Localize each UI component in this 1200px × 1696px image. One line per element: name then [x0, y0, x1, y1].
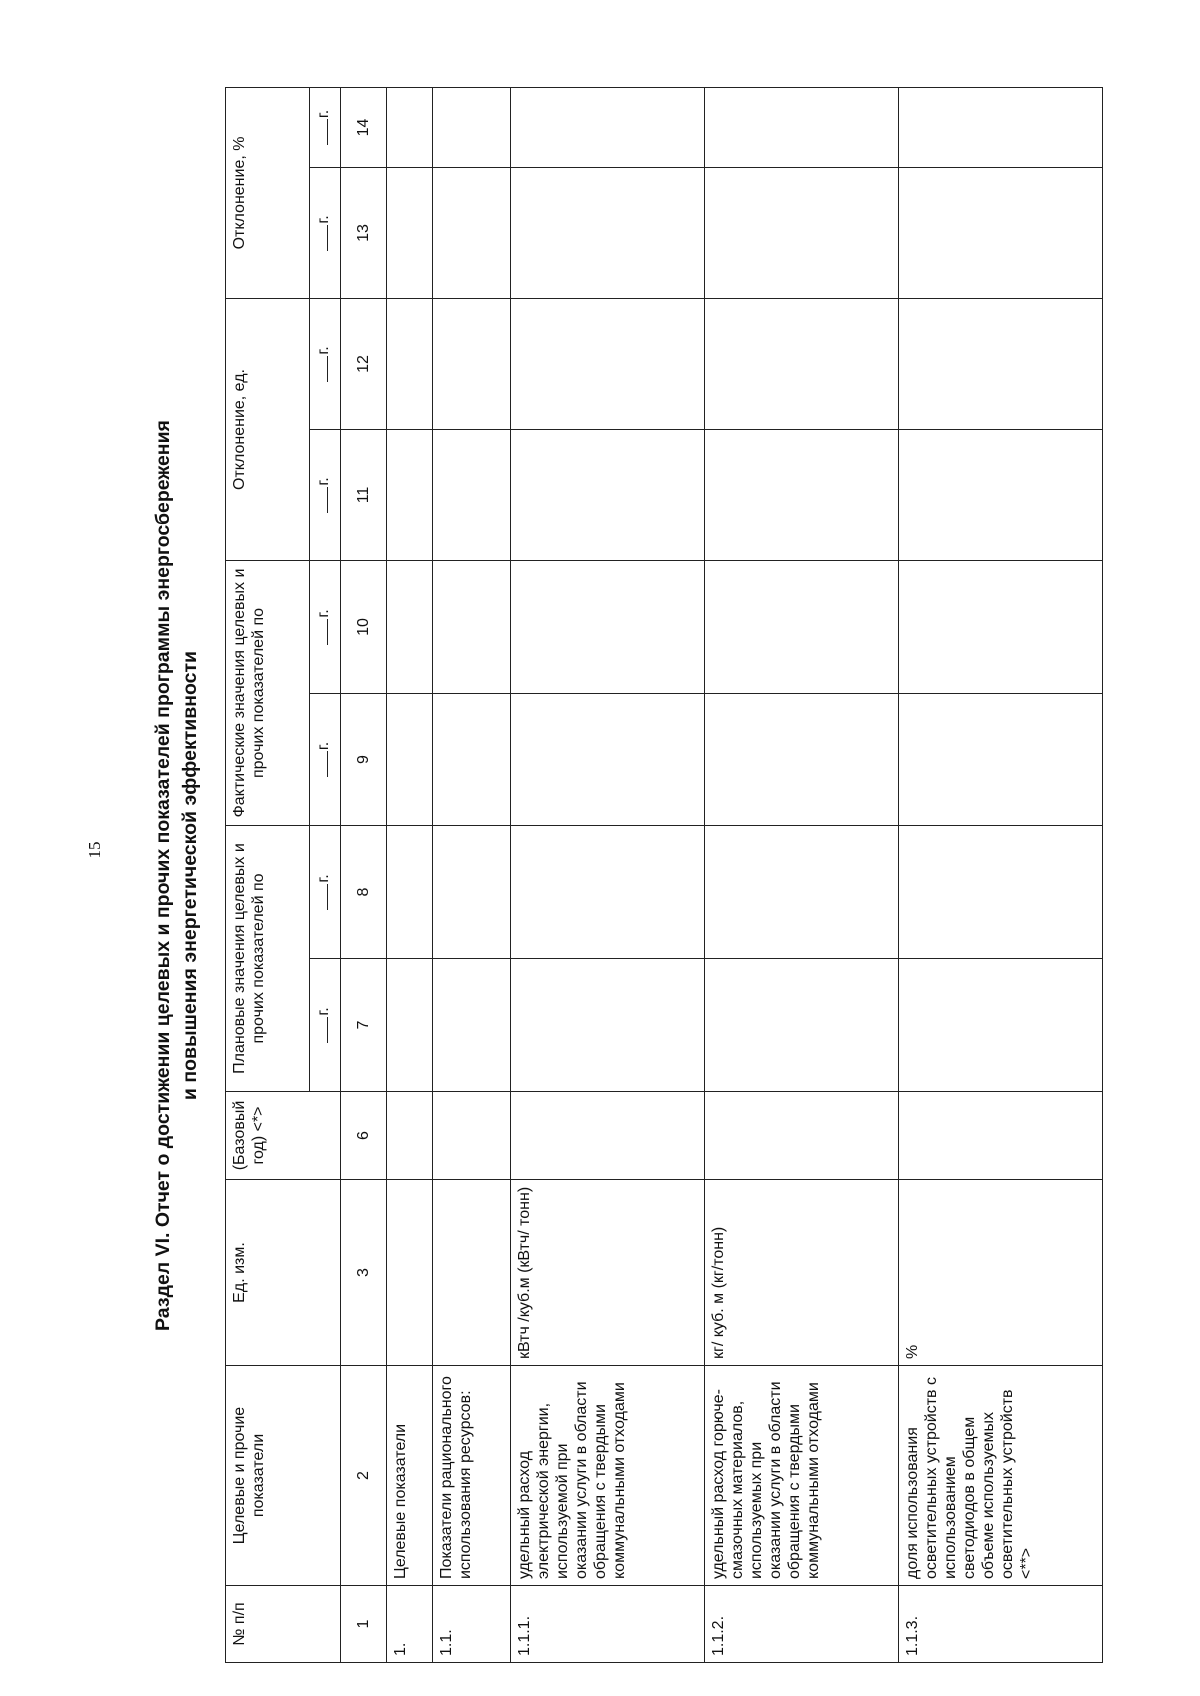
header-plan: Плановые значения целевых и прочих показателей по — [226, 825, 310, 1091]
row-num: 1.1.1. — [510, 1586, 704, 1663]
title-line-2: и повышения энергетической эффективности — [179, 650, 201, 1101]
row-num: 1.1.3. — [898, 1586, 1102, 1663]
header-fact: Фактические значения целевых и прочих показателей по — [226, 560, 310, 825]
rotated-page — [150, 88, 1115, 1663]
column-number: 3 — [341, 1180, 386, 1366]
year-cell: г. — [310, 298, 341, 429]
row-unit: % — [898, 1180, 1102, 1366]
row-name: удельный расход горюче-смазочных материалов, используемых при оказании услуги в области обращения с твердыми коммунальными отходами — [704, 1366, 898, 1586]
row-name: удельный расход электрической энергии, используемой при оказании услуги в области обращения с твердыми коммунальными отходами — [510, 1366, 704, 1586]
table-row — [510, 87, 704, 1662]
column-number: 7 — [341, 959, 386, 1092]
row-unit: кг/ куб. м (кг/тонн) — [704, 1180, 898, 1366]
header-name: Целевые и прочие показатели — [226, 1366, 341, 1586]
column-number: 9 — [341, 693, 386, 825]
row-num: 1. — [386, 1586, 433, 1663]
column-number: 6 — [341, 1092, 386, 1180]
table-row — [433, 87, 511, 1662]
page-number: 15 — [85, 841, 104, 859]
column-number: 12 — [341, 298, 386, 429]
table-row — [898, 87, 1102, 1662]
report-table — [225, 87, 1103, 1663]
header-dev-pct: Отклонение, % — [226, 87, 310, 298]
title-line-1: Раздел VI. Отчет о достижении целевых и прочих показателей программы энергосбережения — [152, 420, 174, 1331]
column-number-row — [341, 87, 386, 1662]
row-num: 1.1.2. — [704, 1586, 898, 1663]
row-unit — [386, 1180, 433, 1366]
column-number: 8 — [341, 825, 386, 958]
header-num: № п/п — [226, 1586, 341, 1663]
year-cell: г. — [310, 429, 341, 560]
page-title — [150, 88, 220, 1663]
row-unit: кВтч /куб.м (кВтч/ тонн) — [510, 1180, 704, 1366]
column-number: 10 — [341, 560, 386, 693]
table-row — [704, 87, 898, 1662]
year-cell: г. — [310, 87, 341, 167]
column-number: 14 — [341, 87, 386, 167]
column-number: 13 — [341, 167, 386, 298]
row-name: доля использования осветительных устройств с использованием светодиодов в общем объеме используемых осветительных устройств <**> — [898, 1366, 1102, 1586]
year-cell: г. — [310, 825, 341, 958]
year-cell: г. — [310, 693, 341, 825]
column-number: 1 — [341, 1586, 386, 1663]
table-row — [386, 87, 433, 1662]
header-unit: Ед. изм. — [226, 1180, 341, 1366]
header-row — [226, 87, 310, 1662]
row-name: Целевые показатели — [386, 1366, 433, 1586]
year-cell: г. — [310, 959, 341, 1092]
row-name: Показатели рационального использования ресурсов: — [433, 1366, 511, 1586]
year-cell: г. — [310, 560, 341, 693]
row-unit — [433, 1180, 511, 1366]
column-number: 11 — [341, 429, 386, 560]
column-number: 2 — [341, 1366, 386, 1586]
year-cell: г. — [310, 167, 341, 298]
header-dev-unit: Отклонение, ед. — [226, 298, 310, 560]
header-base-year: (Базовый год) <*> — [226, 1092, 341, 1180]
row-num: 1.1. — [433, 1586, 511, 1663]
